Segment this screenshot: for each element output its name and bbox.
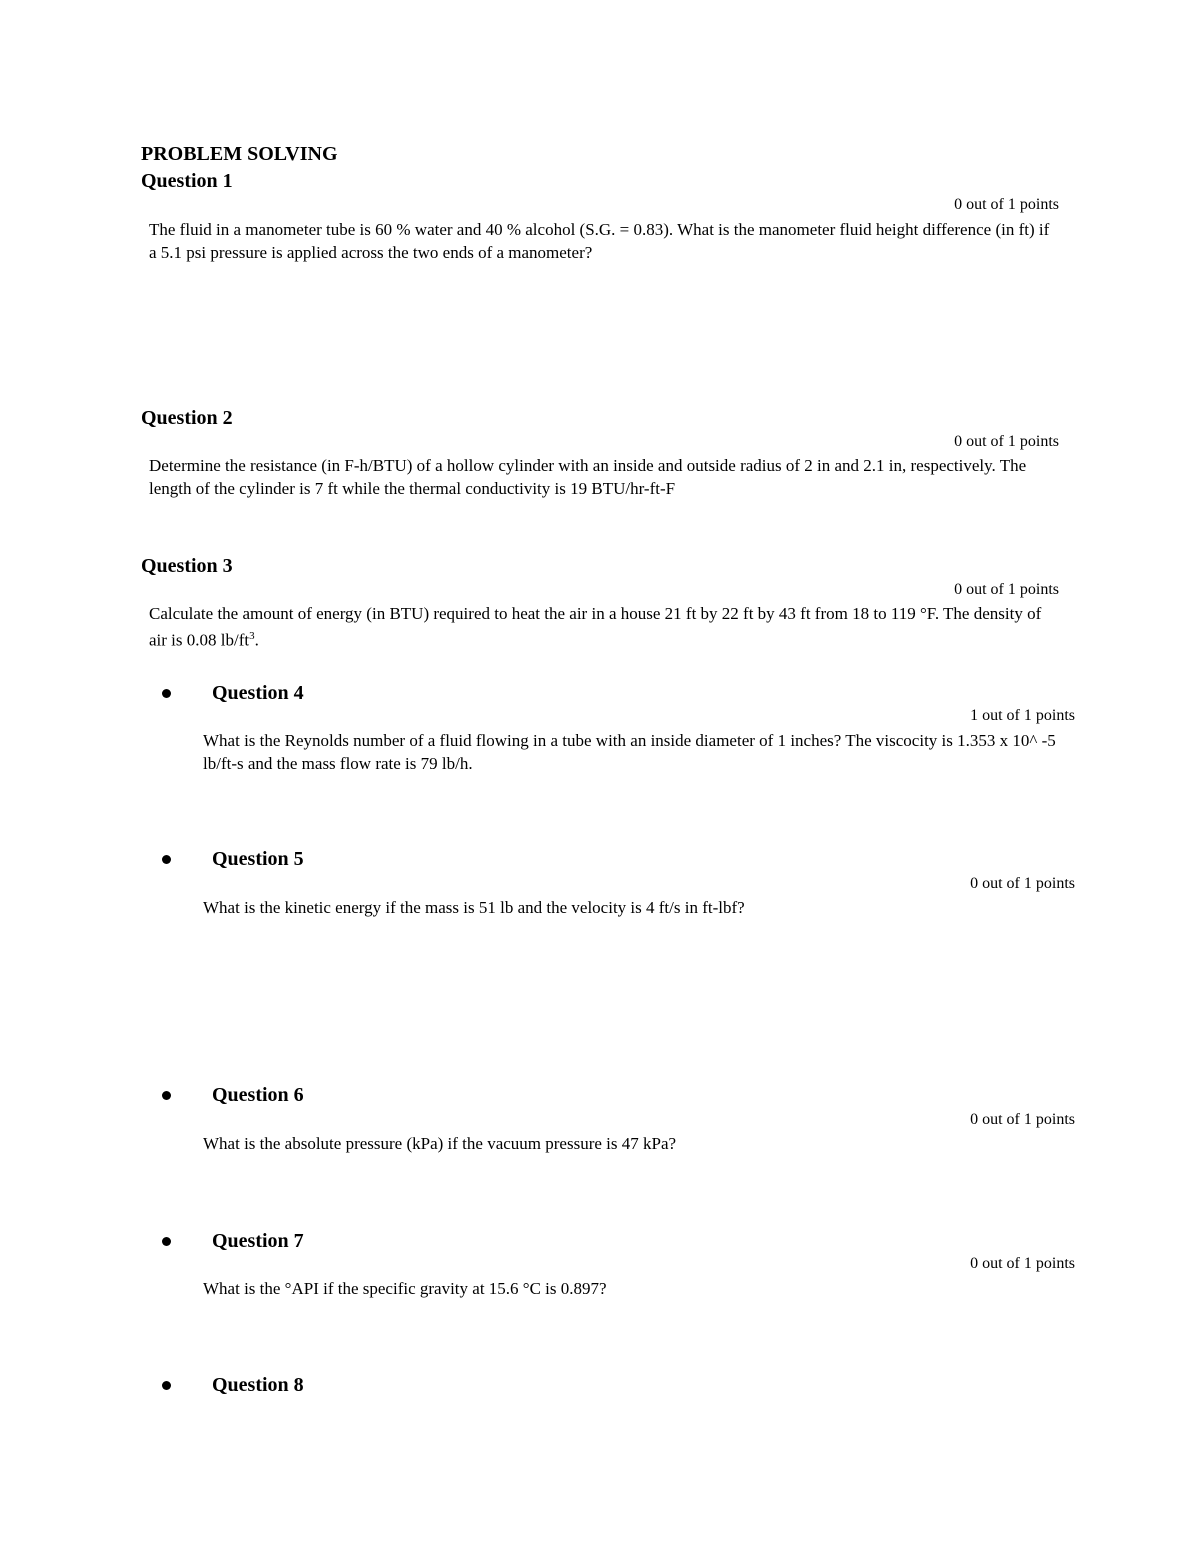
question-5-text: What is the kinetic energy if the mass is 51 lb and the velocity is 4 ft/s in ft-lbf?: [203, 898, 745, 917]
question-4-points: 1 out of 1 points: [970, 707, 1075, 724]
question-8-heading: Question 8: [212, 1374, 304, 1396]
question-1-text: The fluid in a manometer tube is 60 % water and 40 % alcohol (S.G. = 0.83). What is the manometer fluid height difference (in ft) if a 5.1 psi pressure is applied across the two ends of a manometer?: [149, 220, 1050, 262]
question-2-points: 0 out of 1 points: [954, 433, 1059, 450]
question-3-text: [149, 602, 1054, 652]
question-8-bullet: [162, 1381, 171, 1390]
question-3-heading: Question 3: [141, 555, 233, 577]
question-5-points: 0 out of 1 points: [970, 875, 1075, 892]
question-3-text-end: .: [254, 630, 259, 650]
question-4-heading: Question 4: [212, 682, 304, 704]
question-6-bullet: [162, 1091, 171, 1100]
question-6-text: What is the absolute pressure (kPa) if the vacuum pressure is 47 kPa?: [203, 1134, 677, 1153]
question-4-bullet: [162, 689, 171, 698]
question-6-heading: Question 6: [212, 1084, 304, 1106]
question-3-text-main: Calculate the amount of energy (in BTU) required to heat the air in a house 21 ft by 22 ft by 43 ft from 18 to 119 °F. The density of air is 0.08 lb/ft: [149, 604, 1042, 650]
question-7-heading: Question 7: [212, 1230, 304, 1252]
question-6-points: 0 out of 1 points: [970, 1111, 1075, 1128]
question-3-text-superscript: 3: [249, 630, 255, 642]
question-2-heading: Question 2: [141, 407, 233, 429]
question-7-text: What is the °API if the specific gravity at 15.6 °C is 0.897?: [203, 1279, 607, 1298]
question-2-text: Determine the resistance (in F-h/BTU) of a hollow cylinder with an inside and outside radius of 2 in and 2.1 in, respectively. The length of the cylinder is 7 ft while the thermal conductivity is 19 BTU/hr-ft-F: [149, 456, 1027, 498]
question-3-points: 0 out of 1 points: [954, 581, 1059, 598]
question-7-points: 0 out of 1 points: [970, 1255, 1075, 1272]
question-1-heading: Question 1: [141, 170, 233, 192]
question-1-points: 0 out of 1 points: [954, 196, 1059, 213]
question-4-text: What is the Reynolds number of a fluid flowing in a tube with an inside diameter of 1 inches? The viscocity is 1.353 x 10^ -5 lb/ft-s and the mass flow rate is 79 lb/h.: [203, 731, 1056, 773]
question-5-heading: Question 5: [212, 848, 304, 870]
question-7-bullet: [162, 1237, 171, 1246]
section-title: PROBLEM SOLVING: [141, 143, 338, 165]
question-5-bullet: [162, 855, 171, 864]
